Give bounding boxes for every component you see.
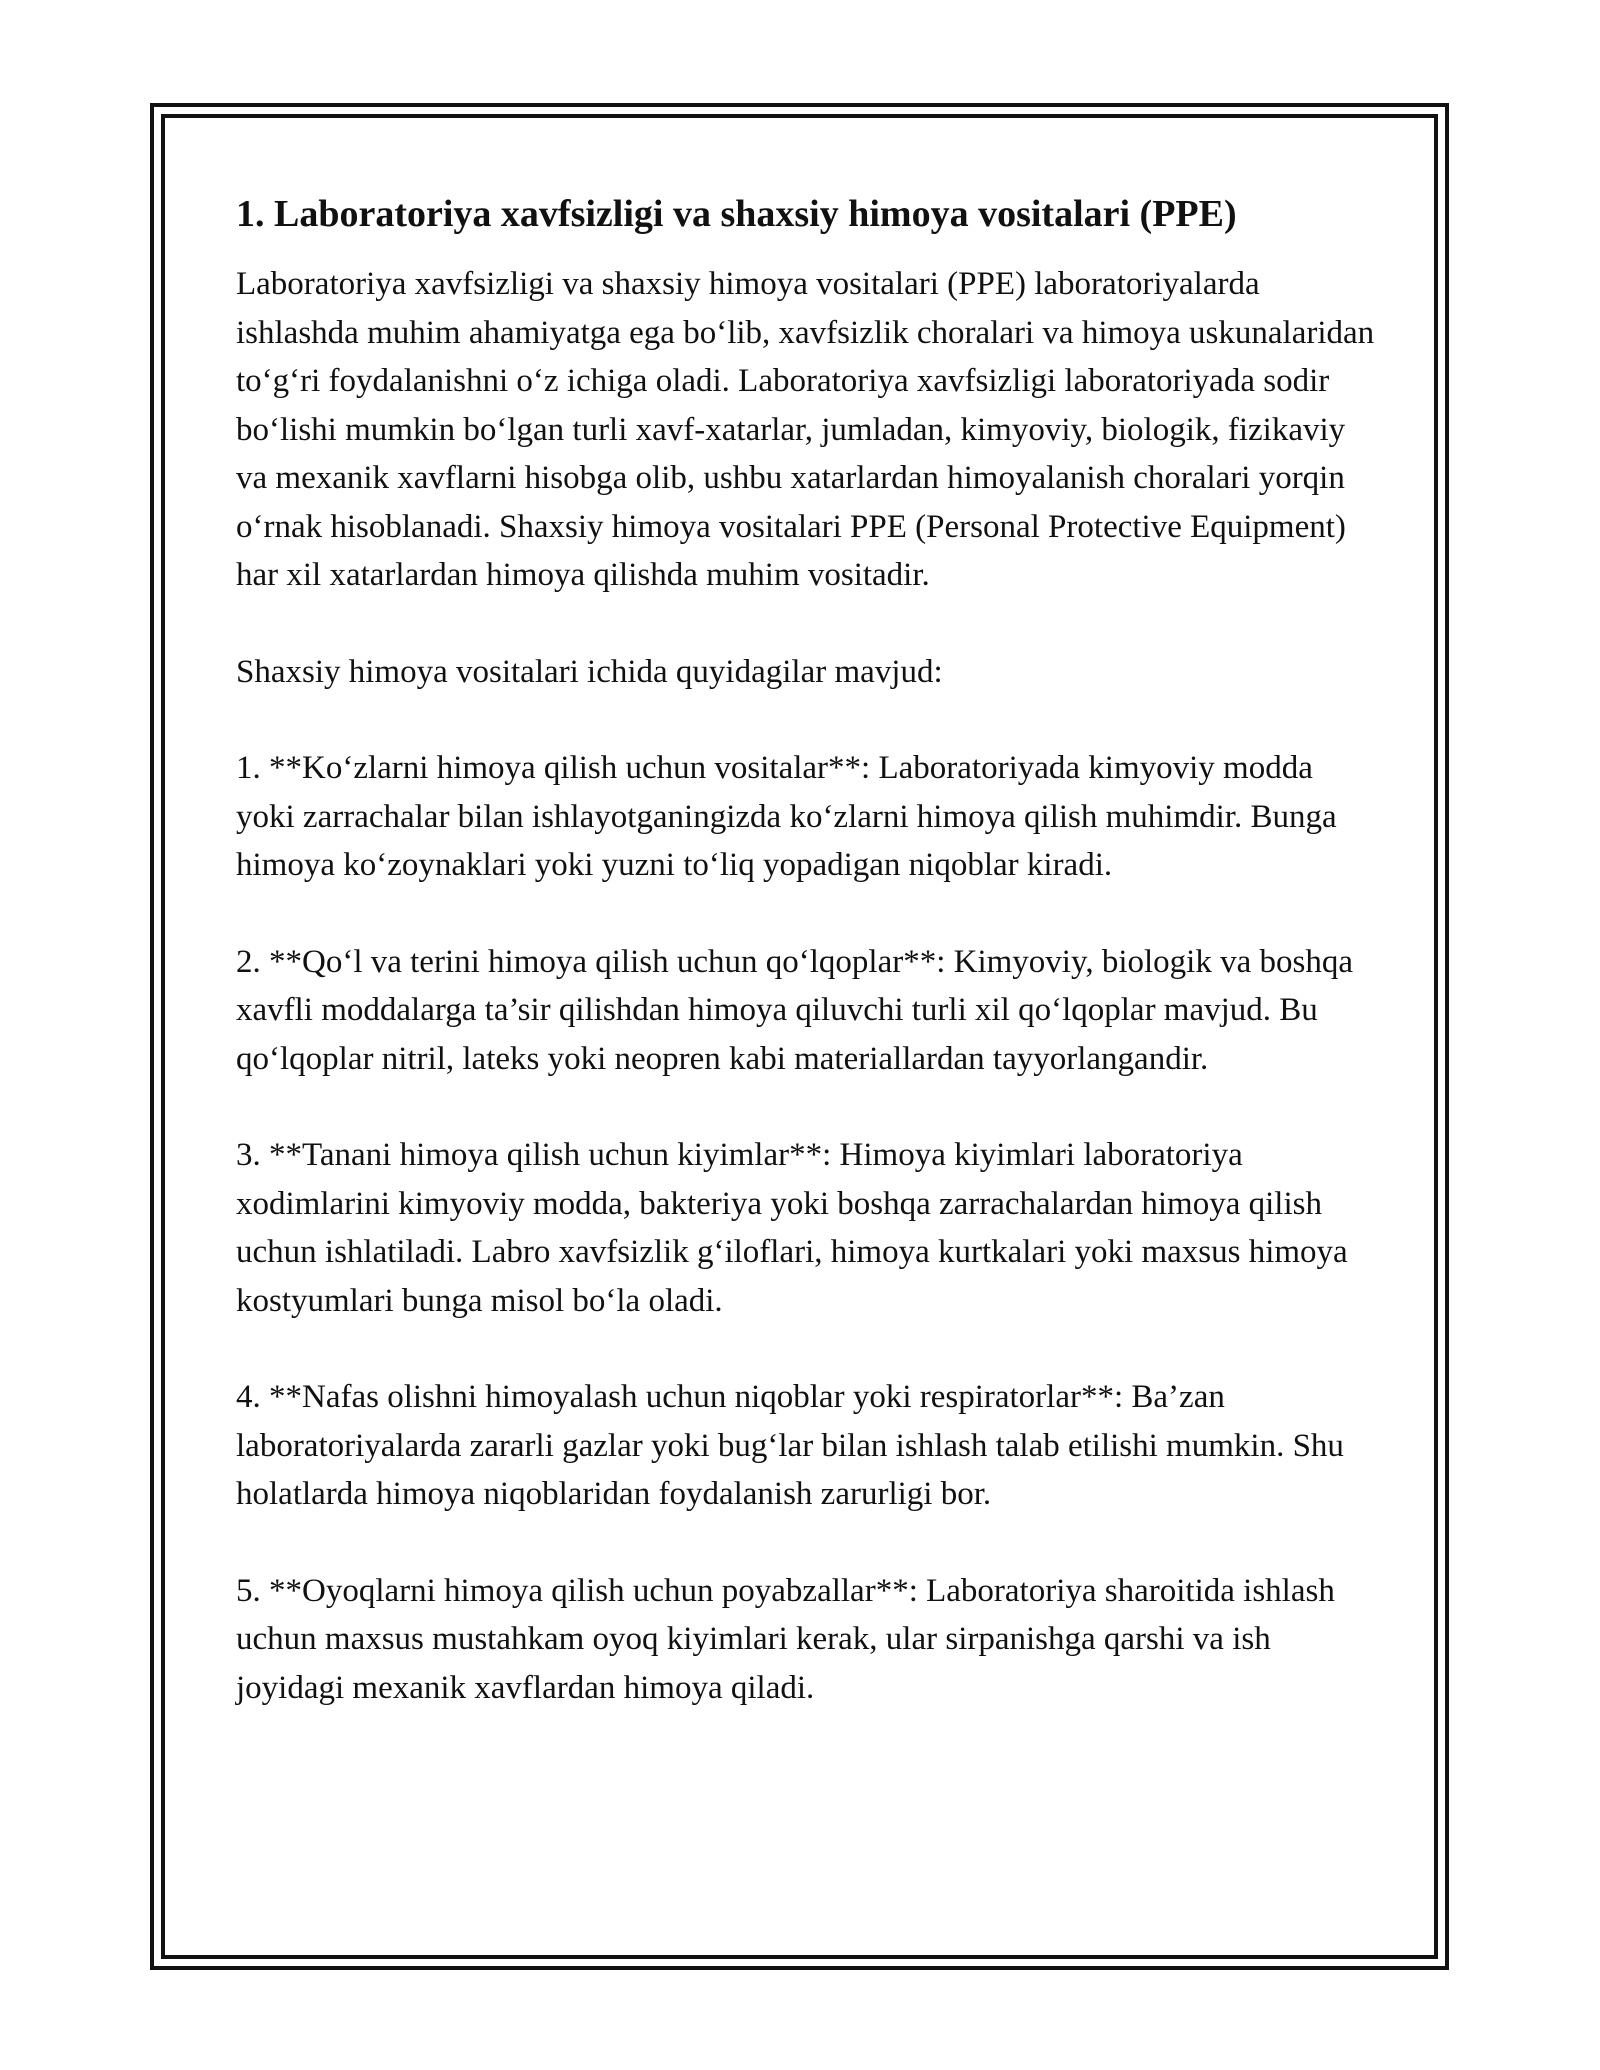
paragraph-intro: Laboratoriya xavfsizligi va shaxsiy himoya vositalari (PPE) laboratoriyalarda ishlashda muhim ahamiyatga ega bo‘lib, xavfsizlik choralari va himoya uskunalaridan to‘g‘ri foydalanishni o‘z ichiga oladi. Laboratoriya xavfsizligi laboratoriyada sodir bo‘lishi mumkin bo‘lgan turli xavf-xatarlar, jumladan, kimyoviy, biologik, fizikaviy va mexanik xavflarni hisobga olib, ushbu xatarlardan himoyalanish choralari yorqin o‘rnak hisoblanadi. Shaxsiy himoya vositalari PPE (Personal Protective Equipment) har xil xatarlardan himoya qilishda muhim vositadir.: [236, 266, 1375, 593]
document-title: 1. Laboratoriya xavfsizligi va shaxsiy himoya vositalari (PPE): [236, 193, 1237, 235]
document-body: [236, 190, 1376, 1760]
paragraph-item-footwear: 5. **Oyoqlarni himoya qilish uchun poyabzallar**: Laboratoriya sharoitida ishlash uchun maxsus mustahkam oyoq kiyimlari kerak, ular sirpanishga qarshi va ish joyidagi mexanik xavflardan himoya qiladi.: [236, 1572, 1335, 1706]
paragraph-item-respirators: 4. **Nafas olishni himoyalash uchun niqoblar yoki respiratorlar**: Ba’zan laboratoriyalarda zararli gazlar yoki bug‘lar bilan ishlash talab etilishi mumkin. Shu holatlarda himoya niqoblaridan foydalanish zarurligi bor.: [236, 1379, 1344, 1512]
paragraph-item-eye-protection: 1. **Ko‘zlarni himoya qilish uchun vositalar**: Laboratoriyada kimyoviy modda yoki zarrachalar bilan ishlayotganingizda ko‘zlarni himoya qilish muhimdir. Bunga himoya ko‘zoynaklari yoki yuzni to‘liq yopadigan niqoblar kiradi.: [236, 750, 1337, 883]
paragraph-list-intro: Shaxsiy himoya vositalari ichida quyidagilar mavjud:: [236, 653, 943, 690]
paragraph-item-gloves: 2. **Qo‘l va terini himoya qilish uchun qo‘lqoplar**: Kimyoviy, biologik va boshqa xavfli moddalarga ta’sir qilishdan himoya qiluvchi turli xil qo‘lqoplar mavjud. Bu qo‘lqoplar nitril, lateks yoki neopren kabi materiallardan tayyorlangandir.: [236, 943, 1353, 1077]
paragraph-item-body-clothing: 3. **Tanani himoya qilish uchun kiyimlar**: Himoya kiyimlari laboratoriya xodimlarini kimyoviy modda, bakteriya yoki boshqa zarrachalardan himoya qilish uchun ishlatiladi. Labro xavfsizlik g‘iloflari, himoya kurtkalari yoki maxsus himoya kostyumlari bunga misol bo‘la oladi.: [236, 1137, 1348, 1319]
